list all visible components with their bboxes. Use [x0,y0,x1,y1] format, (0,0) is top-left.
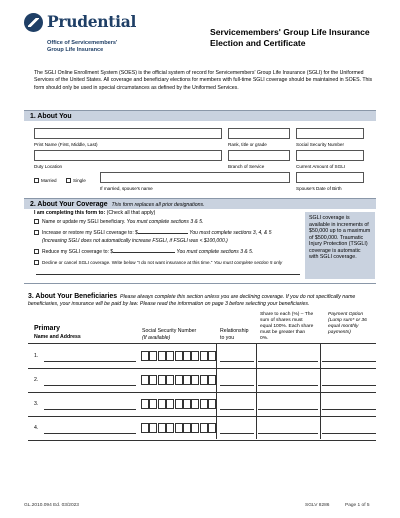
share-heading: Share to each (%) – The sum of shares must equal 100%. Each share must be greater than 0%. [260,312,314,341]
ssn-digit-box[interactable] [183,351,191,361]
beneficiary-row-number: 2. [34,377,39,383]
ssn-digit-box[interactable] [141,375,149,385]
option2-text: Increase or restore my SGLI coverage to: $ [42,230,138,236]
ssn-digit-box[interactable] [166,399,174,409]
ssn-digit-box[interactable] [175,375,183,385]
share-field[interactable] [258,433,318,434]
relationship-field[interactable] [220,433,254,434]
row-divider [28,392,376,393]
ssn-heading-note: (If available) [142,335,171,341]
ssn-digit-box[interactable] [200,399,208,409]
ssn-digit-box[interactable] [183,423,191,433]
ssn-digit-box[interactable] [175,351,183,361]
decline-coverage-option [42,260,282,265]
payment-option-field[interactable] [322,361,376,362]
ssn-digit-box[interactable] [191,423,199,433]
relationship-field[interactable] [220,361,254,362]
single-checkbox[interactable] [66,178,71,183]
ssn-digit-box[interactable] [200,351,208,361]
reduce-coverage-checkbox[interactable] [34,249,39,254]
section2-note: This form replaces all prior designations. [111,201,205,208]
ssn-digit-box[interactable] [141,423,149,433]
form-title-line1: Servicemembers' Group Life Insurance [210,27,370,37]
section1-title: 1. About You [30,112,72,120]
option5-note: You must complete section 5 only [213,260,283,265]
prudential-rock-logo-icon [24,13,43,32]
share-field[interactable] [258,361,318,362]
ssn-digit-box[interactable] [191,351,199,361]
ssn-digit-box[interactable] [158,375,166,385]
brand-name: Prudential [47,12,137,31]
section3-intro [28,293,376,308]
payment-option-field[interactable] [322,385,376,386]
spouse-dob-label: Spouse's Date of Birth [296,186,342,191]
table-top-rule [28,343,376,344]
name-label: Print Name (First, Middle, Last) [34,142,98,147]
beneficiary-row-number: 4. [34,425,39,431]
ssn-field[interactable] [296,128,364,139]
decline-coverage-checkbox[interactable] [34,260,39,265]
form-title-line2: Election and Certificate [210,38,306,48]
reduce-coverage-option [42,249,253,255]
relationship-heading2: to you [220,335,235,341]
ssn-digit-box[interactable] [158,399,166,409]
relationship-field[interactable] [220,409,254,410]
option1-text: Name or update my SGLI beneficiary. [42,219,126,225]
ssn-digit-box[interactable] [149,423,157,433]
beneficiary-row-number: 1. [34,353,39,359]
ssn-digit-box[interactable] [208,375,216,385]
ssn-digit-box[interactable] [166,375,174,385]
name-address-field[interactable] [44,361,136,362]
ssn-digit-box[interactable] [175,399,183,409]
relationship-field[interactable] [220,385,254,386]
ssn-digit-box[interactable] [141,351,149,361]
section3-title: 3. About Your Beneficiaries [28,293,118,300]
married-label: Married [41,178,57,183]
option2-note: You must complete sections 3, 4, & 5 [189,230,272,236]
branch-field[interactable] [228,150,290,161]
payment-option-field[interactable] [322,409,376,410]
ssn-digit-box[interactable] [166,423,174,433]
name-address-field[interactable] [44,409,136,410]
increase-amount-field[interactable] [138,233,188,234]
ssn-digit-box[interactable] [200,375,208,385]
ssn-digit-box[interactable] [149,375,157,385]
ssn-digit-box[interactable] [183,399,191,409]
ssn-digit-box[interactable] [158,423,166,433]
beneficiary-row-number: 3. [34,401,39,407]
office-name-line1: Office of Servicemembers' [47,40,118,46]
share-field[interactable] [258,385,318,386]
section3-note: Please always complete this section unless you are declining coverage. If you do not specifically name beneficiaries, your insurance will be paid by law. Please read the information on page 3 before selecting your beneficiaries. [28,294,356,307]
fsgli-note: (Increasing SGLI does not automatically increase FSGLI, if FSGLI was < $100,000.) [42,238,228,244]
row-divider [28,440,376,441]
option5-text: Decline or cancel SGLI coverage. Write below "I do not want insurance at this time." [42,260,213,265]
increase-coverage-checkbox[interactable] [34,230,39,235]
ssn-digit-box[interactable] [200,423,208,433]
row-divider [28,368,376,369]
ssn-digit-box[interactable] [191,399,199,409]
increase-coverage-option [42,230,272,236]
ssn-label: Social Security Number [296,142,344,147]
duty-location-label: Duty Location [34,164,63,169]
current-amount-field[interactable] [296,150,364,161]
ssn-digit-box[interactable] [208,351,216,361]
rank-label: Rank, title or grade [228,142,267,147]
married-checkbox[interactable] [34,178,39,183]
branch-label: Branch of Service [228,164,265,169]
column-divider [256,343,257,439]
section2-title-text: 2. About Your Coverage [30,200,108,208]
duty-location-field[interactable] [34,150,222,161]
relationship-heading: Relationship [220,328,249,334]
section2-header [24,198,376,209]
update-beneficiary-checkbox[interactable] [34,219,39,224]
payment-heading: Payment Option (Lump sum* or 36 equal monthly payments) [328,312,367,335]
option4-note: You must complete sections 3 & 5. [176,249,254,255]
section2-title [30,201,205,208]
name-field[interactable] [34,128,222,139]
coverage-info-box: SGLI coverage is available in increments of $50,000 up to a maximum of $500,000. Traumatic Injury Protection (TSGLI) coverage is automatic with SGLI coverage. [305,212,375,279]
rank-field[interactable] [228,128,290,139]
column-divider [320,343,321,439]
form-number: GL.2010.094 Ed. 03/2023 [24,503,79,508]
ssn-digit-box[interactable] [158,351,166,361]
section3-rule [24,283,376,291]
section1-header [24,110,376,121]
update-beneficiary-option [42,219,203,225]
office-name-line2: Group Life Insurance [47,47,104,53]
ssn-heading: Social Security Number [142,328,197,334]
name-address-field[interactable] [44,433,136,434]
coverage-lead-text: I am completing this form to: [34,210,106,216]
name-address-heading: Name and Address [34,334,81,340]
name-address-field[interactable] [44,385,136,386]
row-divider [28,416,376,417]
single-label: Single [73,178,86,183]
current-amount-label: Current Amount of SGLI [296,164,346,169]
ssn-digit-box[interactable] [149,399,157,409]
decline-statement-field[interactable] [36,274,300,275]
ssn-digit-box[interactable] [183,375,191,385]
intro-paragraph: The SGLI Online Enrollment System (SOES) is the official system of record for Servicemembers' Group Life Insurance (SGLI) for the Uniformed Services of the United States. All coverage and beneficiary elections for members with full-time SGLI coverage should be maintained in SOES. This form should only be used in special circumstances as defined by the Uniformed Services. [34,70,373,91]
ssn-digit-box[interactable] [208,423,216,433]
ssn-digit-box[interactable] [208,399,216,409]
coverage-lead-note: (Check all that apply) [106,210,156,216]
page-number: Page 1 of 5 [345,503,370,508]
share-field[interactable] [258,409,318,410]
ssn-digit-box[interactable] [149,351,157,361]
primary-heading: Primary [34,325,61,332]
ssn-digit-box[interactable] [191,375,199,385]
ssn-digit-box[interactable] [141,399,149,409]
spouse-dob-field[interactable] [296,172,364,183]
coverage-lead [34,210,155,216]
column-divider [216,343,217,439]
spouse-name-label: If married, spouse's name [100,186,153,191]
ssn-digit-box[interactable] [166,351,174,361]
option4-text: Reduce my SGLI coverage to: $ [42,249,114,255]
ssn-digit-box[interactable] [175,423,183,433]
form-code: SGLV 8286 [305,503,330,508]
payment-option-field[interactable] [322,433,376,434]
spouse-name-field[interactable] [100,172,290,183]
option1-note: You must complete sections 3 & 5. [126,219,204,225]
reduce-amount-field[interactable] [113,252,175,253]
